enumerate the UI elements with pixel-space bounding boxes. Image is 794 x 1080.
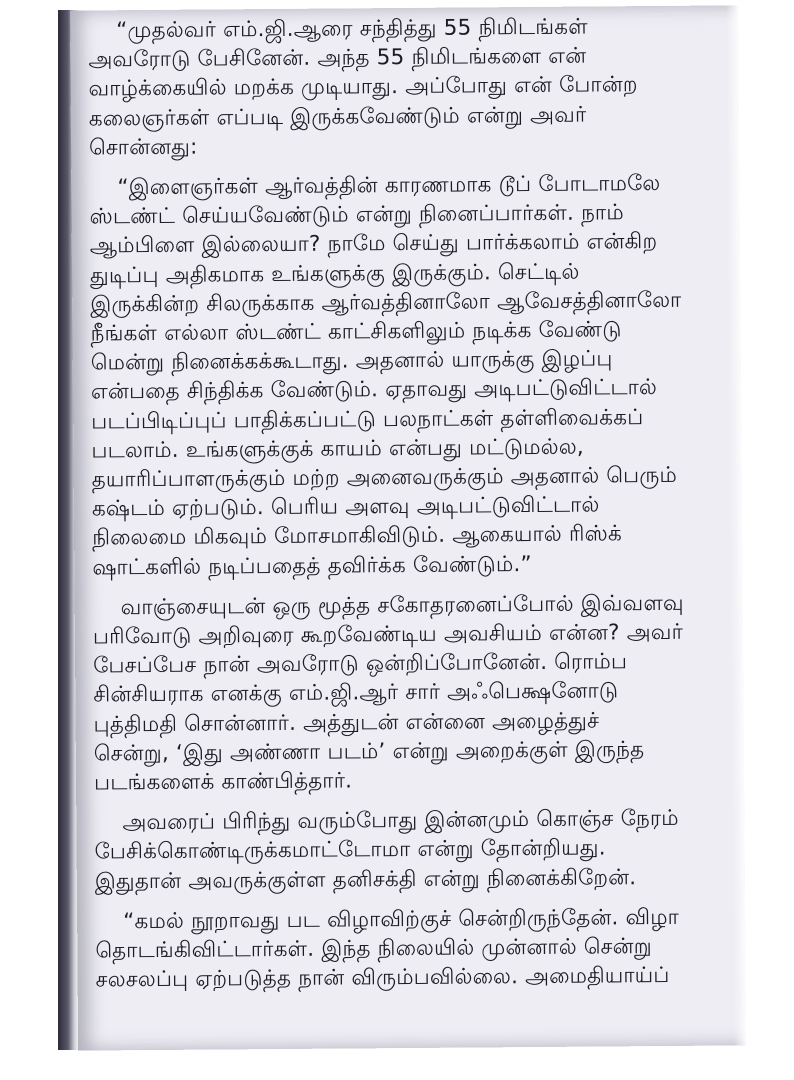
- text-line: ஷாட்களில் நடிப்பதைத் தவிர்க்க வேண்டும்.”: [92, 551, 532, 581]
- text-line: துடிப்பு அதிகமாக உங்களுக்கு இருக்கும். செட்டில்: [89, 259, 580, 289]
- text-line: அவரைப் பிரிந்து வரும்போது இன்னமும் கொஞ்ச நேரம்: [122, 806, 679, 836]
- text-line: சலசலப்பு ஏற்படுத்த நான் விரும்பவில்லை. அமைதியாய்ப்: [95, 963, 670, 993]
- text-line: வாஞ்சையுடன் ஒரு மூத்த சகோதரனைப்போல் இவ்வளவு: [120, 590, 684, 621]
- text-line: ஸ்டண்ட் செய்யவேண்டும் என்று நினைப்பார்கள். நாம்: [89, 200, 624, 230]
- text-line: பேசப்பேச நான் அவரோடு ஒன்றிப்போனேன். ரொம்ப: [93, 649, 628, 679]
- paragraph-3: [93, 588, 723, 797]
- text-line: “இளைஞர்கள் ஆர்வத்தின் காரணமாக டூப் போடாமலே: [117, 171, 661, 201]
- text-line: சொன்னது:: [88, 134, 198, 161]
- text-line: நீங்கள் எல்லா ஸ்டண்ட் காட்சிகளிலும் நடிக்க வேண்டு: [90, 317, 622, 347]
- page-edge: [726, 5, 746, 1045]
- text-line: பேசிக்கொண்டிருக்கமாட்டோமா என்று தோன்றியது.: [94, 835, 606, 865]
- text-line: என்பதை சிந்திக்க வேண்டும். ஏதாவது அடிபட்டுவிட்டால்: [90, 375, 658, 405]
- paragraph-5: [95, 902, 724, 995]
- paragraph-2: [89, 169, 720, 583]
- text-line: படப்பிடிப்புப் பாதிக்கப்பட்டு பலநாட்கள் தள்ளிவைக்கப்: [91, 404, 644, 435]
- text-line: தொடங்கிவிட்டார்கள். இந்த நிலையில் முன்னால் சென்று: [95, 934, 653, 964]
- paragraph-1: [88, 12, 717, 163]
- text-line: மென்று நினைக்கக்கூடாது. அதனால் யாருக்கு இழப்பு: [90, 346, 613, 376]
- text-line: அவரோடு பேசினேன். அந்த 55 நிமிடங்களை என்: [88, 43, 587, 73]
- text-line: படலாம். உங்களுக்குக் காயம் என்பது மட்டுமல்ல,: [91, 434, 584, 464]
- text-line: இதுதான் அவருக்குள்ள தனிசக்தி என்று நினைக்கிறேன்.: [94, 864, 637, 895]
- text-line: வாழ்க்கையில் மறக்க முடியாது. அப்போது என் போன்ற: [88, 72, 638, 102]
- book-page: [70, 5, 746, 1050]
- paragraph-4: [94, 804, 723, 897]
- text-line: படங்களைக் காண்பித்தார்.: [93, 768, 353, 796]
- text-line: “முதல்வர் எம்.ஜி.ஆரை சந்தித்து 55 நிமிடங்கள்: [116, 14, 588, 44]
- text-line: ஆம்பிளை இல்லையா? நாமே செய்து பார்க்கலாம் என்கிற: [89, 229, 658, 259]
- text-line: கலைஞர்கள் எப்படி இருக்கவேண்டும் என்று அவர்: [88, 102, 587, 132]
- text-line: “கமல் நூறாவது பட விழாவிற்குச் சென்றிருந்தேன். விழா: [123, 904, 680, 935]
- text-line: கஷ்டம் ஏற்படும். பெரிய அளவு அடிபட்டுவிட்டால்: [91, 492, 600, 522]
- text-line: தயாரிப்பாளருக்கும் மற்ற அனைவருக்கும் அதனால் பெரும்: [91, 462, 678, 493]
- text-line: சென்று, ‘இது அண்ணா படம்’ என்று அறைக்குள் இருந்த: [93, 737, 645, 767]
- text-line: இருக்கின்ற சிலருக்காக ஆர்வத்தினாலோ ஆவேசத்தினாலோ: [90, 287, 682, 318]
- text-line: சின்சியராக எனக்கு எம்.ஜி.ஆர் சார் அஃபெக்ஷனோடு: [93, 678, 619, 708]
- text-line: நிலைமை மிகவும் மோசமாகிவிடும். ஆகையால் ரிஸ்க்: [92, 521, 622, 551]
- text-line: பரிவோடு அறிவுரை கூறவேண்டிய அவசியம் என்ன? அவர்: [92, 619, 684, 650]
- page-body-text: [88, 12, 724, 1006]
- text-line: புத்திமதி சொன்னார். அத்துடன் என்னை அழைத்துச்: [93, 708, 600, 738]
